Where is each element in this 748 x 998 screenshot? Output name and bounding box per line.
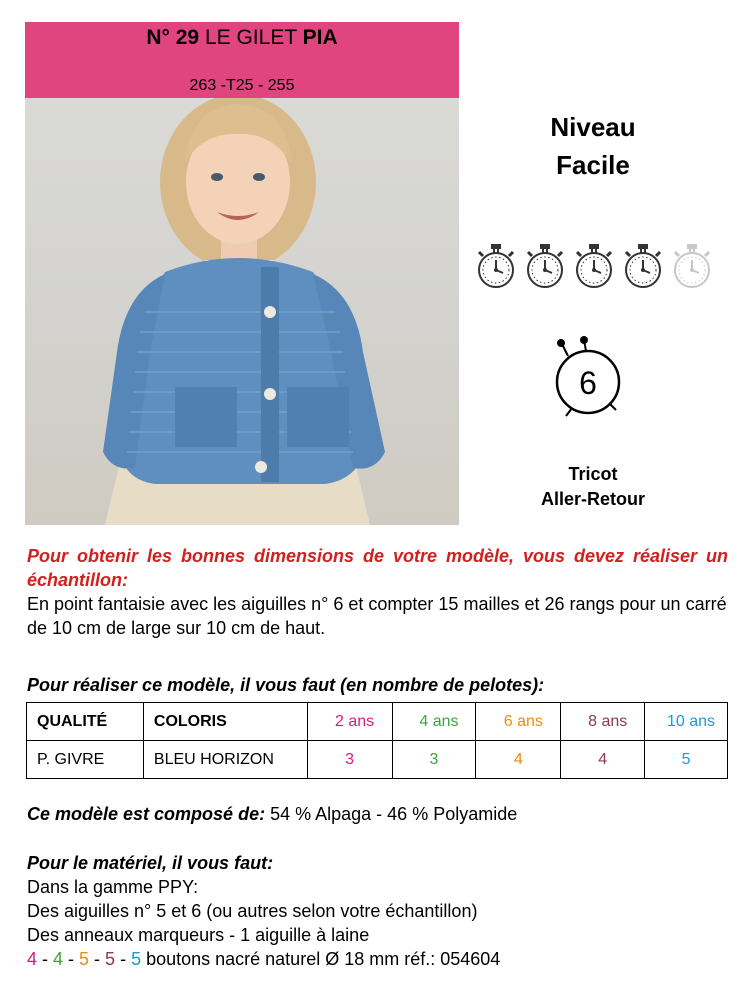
buttons-line [27, 947, 500, 971]
column-header-size: 8 ans [561, 703, 645, 741]
technique-line-2: Aller-Retour [540, 489, 645, 509]
column-header-size: 10 ans [645, 703, 728, 741]
composition [27, 802, 517, 826]
button-count: 4 [53, 949, 64, 969]
quantities-title: Pour réaliser ce modèle, il vous faut (en nombre de pelotes): [27, 675, 545, 695]
count-separator: - [63, 949, 80, 969]
cell-quantity: 4 [561, 741, 645, 779]
knitting-needle-size-icon [548, 336, 628, 420]
title-banner [25, 22, 459, 98]
technique [500, 462, 686, 512]
composition-title: Ce modèle est composé de: [27, 804, 266, 824]
technique-line-1: Tricot [568, 464, 618, 484]
pattern-title [25, 26, 459, 50]
button-count: 5 [79, 949, 90, 969]
table-header-row [27, 703, 728, 741]
buttons-text: boutons nacré naturel Ø 18 mm réf.: 054604 [141, 949, 501, 969]
pattern-name-prefix: LE GILET [204, 26, 297, 49]
pattern-reference: 263 -T25 - 255 [189, 77, 295, 94]
column-header-size: 6 ans [476, 703, 561, 741]
stopwatch-icon [577, 244, 611, 287]
cell-quality: P. GIVRE [27, 741, 144, 779]
stopwatch-icon [528, 244, 562, 287]
needle-size-label: 6 [579, 365, 597, 401]
cell-quantity: 4 [476, 741, 561, 779]
count-separator: - [115, 949, 132, 969]
composition-text: 54 % Alpaga - 46 % Polyamide [270, 804, 518, 824]
stopwatch-icon [479, 244, 513, 287]
button-count: 4 [27, 949, 38, 969]
materials-line: Dans la gamme PPY: [27, 877, 199, 897]
materials-line: Des aiguilles n° 5 et 6 (ou autres selon votre échantillon) [27, 901, 478, 921]
gauge-section [27, 544, 728, 640]
stopwatch-icon [626, 244, 660, 287]
difficulty-level [500, 108, 686, 184]
cell-quantity: 3 [392, 741, 476, 779]
button-count: 5 [131, 949, 142, 969]
count-separator: - [89, 949, 106, 969]
gauge-text: En point fantaisie avec les aiguilles n° 6 et compter 15 mailles et 26 rangs pour un carré de 10 cm de large sur 10 cm de haut. [27, 594, 727, 638]
level-label: Niveau [550, 112, 636, 142]
level-value: Facile [556, 150, 630, 180]
column-header-size: 4 ans [392, 703, 476, 741]
stopwatch-icon [675, 244, 709, 287]
model-photo [25, 22, 459, 525]
table-row [27, 741, 728, 779]
pattern-name: PIA [302, 26, 338, 49]
materials-line: Des anneaux marqueurs - 1 aiguille à laine [27, 925, 370, 945]
quantities-table [26, 702, 728, 779]
cell-color: BLEU HORIZON [143, 741, 307, 779]
column-header-size: 2 ans [307, 703, 392, 741]
cell-quantity: 5 [645, 741, 728, 779]
gauge-title: Pour obtenir les bonnes dimensions de votre modèle, vous devez réaliser un échantillon: [27, 546, 728, 590]
button-count: 5 [105, 949, 116, 969]
column-header-quality: QUALITÉ [27, 703, 144, 741]
materials-title: Pour le matériel, il vous faut: [27, 853, 274, 873]
count-separator: - [37, 949, 54, 969]
materials-section [27, 851, 500, 971]
difficulty-rating [474, 240, 719, 294]
pattern-number: N° 29 [146, 26, 200, 49]
cell-quantity: 3 [307, 741, 392, 779]
column-header-color: COLORIS [143, 703, 307, 741]
